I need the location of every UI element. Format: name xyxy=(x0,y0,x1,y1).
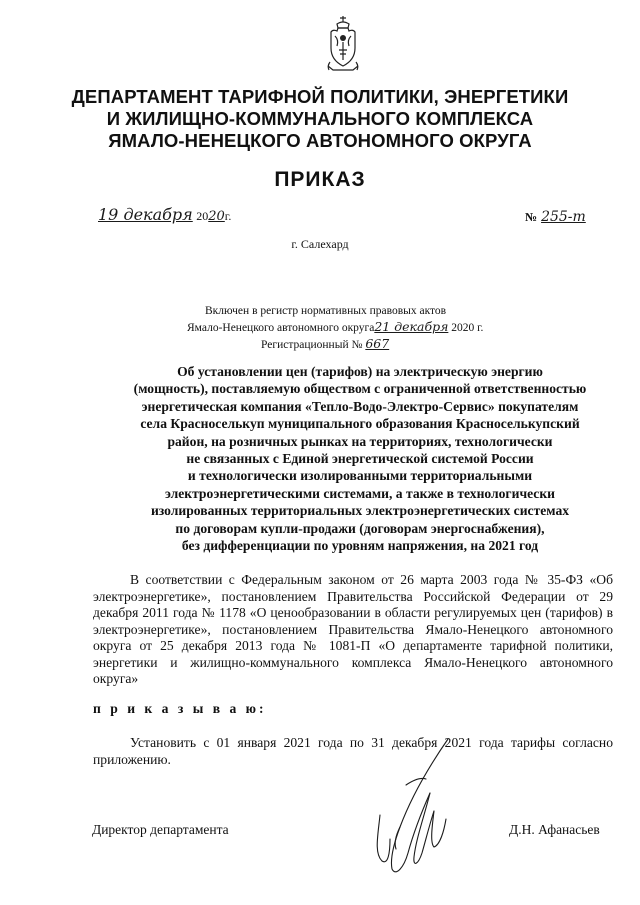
legal-basis-paragraph: В соответствии с Федеральным законом от 26 марта 2003 года № 35-ФЗ «Об электроэнергетике», постановлением Правительства Российской Федерации от 29 декабря 2011 года № 1178 «О ценообразовании в области регулируемых цен (тарифов) в электроэнергетике», постановлением Правительства Ямало-Ненецкого автономного округа от 25 декабря 2013 года № 1081-П «О департаменте тарифной политики, энергетики и жилищно-коммунального комплекса Ямало-Ненецкого автономного округа» xyxy=(93,572,613,686)
registration-line-2 xyxy=(187,319,547,336)
order-year-prefix: 20 xyxy=(196,209,209,223)
subject-line: район, на розничных рынках на территориях, технологически xyxy=(167,433,553,449)
order-number xyxy=(525,208,586,226)
subject-line: и технологически изолированными территориальными xyxy=(187,468,533,484)
department-name-line-1: ДЕПАРТАМЕНТ ТАРИФНОЙ ПОЛИТИКИ, ЭНЕРГЕТИКИ xyxy=(71,86,569,107)
signatory-position: Директор департамента xyxy=(92,822,229,837)
subject-line: села Красноселькуп муниципального образования Красноселькупский xyxy=(140,416,580,432)
registration-stamp xyxy=(187,304,547,353)
order-number-prefix: № xyxy=(525,210,538,224)
signatory-name: Д.Н. Афанасьев xyxy=(509,822,600,837)
subject-line: электроэнергетическими системами, а также в технологически xyxy=(164,485,556,501)
order-word: п р и к а з ы в а ю: xyxy=(93,701,267,716)
subject-line: не связанных с Единой энергетической системой России xyxy=(186,451,534,467)
registration-number-handwritten: 667 xyxy=(365,336,390,351)
order-year-handwritten: 20 xyxy=(208,209,225,224)
registration-line-3 xyxy=(187,336,547,353)
order-date-handwritten: 19 декабря xyxy=(98,205,193,224)
subject-line: (мощность), поставляемую обществом с ограниченной ответственностью xyxy=(133,381,587,397)
subject-line: энергетическая компания «Тепло-Водо-Электро-Сервис» покупателям xyxy=(141,398,579,414)
subject-line: по договорам купли-продажи (договорам энергоснабжения), xyxy=(175,520,545,536)
subject-line: изолированных территориальных электроэнергетических системах xyxy=(150,503,570,519)
city: г. Салехард xyxy=(291,237,349,251)
order-clause: Установить с 01 января 2021 года по 31 декабря 2021 года тарифы согласно приложению. xyxy=(93,735,613,767)
registration-region: Ямало-Ненецкого автономного округа xyxy=(187,322,375,334)
handwritten-signature xyxy=(360,735,460,885)
registration-line-1: Включен в регистр нормативных правовых актов xyxy=(205,305,447,317)
order-number-handwritten: 255-т xyxy=(541,209,586,225)
order-year-suffix: г. xyxy=(224,209,232,223)
order-title: ПРИКАЗ xyxy=(274,168,366,191)
order-date xyxy=(98,205,231,225)
order-subject xyxy=(100,363,620,554)
subject-line: Об установлении цен (тарифов) на электрическую энергию xyxy=(177,364,543,379)
registration-number-label: Регистрационный № xyxy=(261,339,363,351)
coat-of-arms-icon xyxy=(325,14,361,74)
registration-date-handwritten: 21 декабря xyxy=(374,319,449,334)
subject-line: без дифференциации по уровням напряжения, на 2021 год xyxy=(181,538,539,554)
department-name-line-3: ЯМАЛО-НЕНЕЦКОГО АВТОНОМНОГО ОКРУГА xyxy=(108,130,532,151)
registration-year: 2020 г. xyxy=(451,322,484,334)
department-name-line-2: И ЖИЛИЩНО-КОММУНАЛЬНОГО КОМПЛЕКСА xyxy=(106,108,534,129)
